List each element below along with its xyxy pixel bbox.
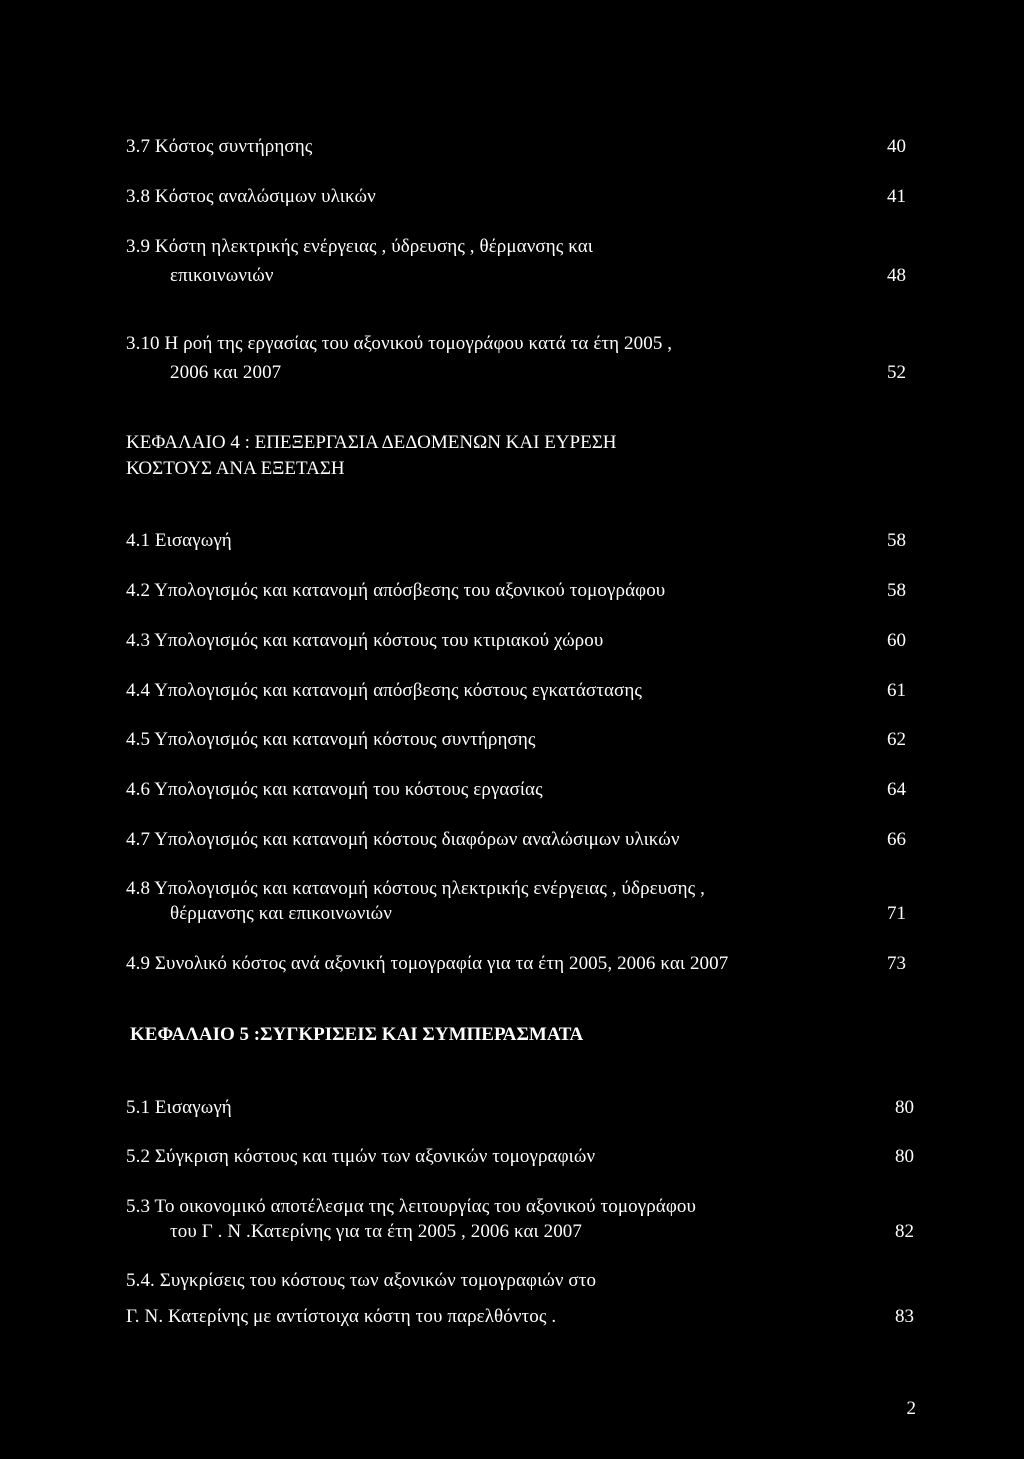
toc-entry-3-10: 3.10 Η ροή της εργασίας του αξονικού τομογράφου κατά τα έτη 2005 , [126, 333, 673, 354]
toc-page-number: 80 [895, 1097, 914, 1118]
toc-entry-4-8-cont: θέρμανσης και επικοινωνιών [170, 903, 392, 924]
toc-page-number: 41 [887, 186, 906, 207]
toc-page-number: 66 [887, 829, 906, 850]
toc-page-number: 83 [895, 1306, 914, 1327]
toc-page-number: 71 [887, 903, 906, 924]
chapter-5-heading: ΚΕΦΑΛΑΙΟ 5 :ΣΥΓΚΡΙΣΕΙΣ ΚΑΙ ΣΥΜΠΕΡΑΣΜΑΤΑ [130, 1024, 584, 1045]
toc-entry-3-9-cont: επικοινωνιών [170, 265, 274, 286]
chapter-4-heading: ΚΕΦΑΛΑΙΟ 4 : ΕΠΕΞΕΡΓΑΣΙΑ ΔΕΔΟΜΕΝΩΝ ΚΑΙ ΕΥΡΕΣΗ [126, 432, 617, 453]
toc-entry-5-4: 5.4. Συγκρίσεις του κόστους των αξονικών τομογραφιών στο [126, 1270, 597, 1291]
toc-entry-5-3-cont: του Γ . Ν .Κατερίνης για τα έτη 2005 , 2006 και 2007 [170, 1221, 583, 1242]
toc-page-number: 60 [887, 630, 906, 651]
toc-entry-4-4: 4.4 Υπολογισμός και κατανομή απόσβεσης κόστους εγκατάστασης [126, 680, 643, 701]
toc-entry-5-4-cont: Γ. Ν. Κατερίνης με αντίστοιχα κόστη του παρελθόντος . [126, 1306, 557, 1327]
toc-entry-4-9: 4.9 Συνολικό κόστος ανά αξονική τομογραφία για τα έτη 2005, 2006 και 2007 [126, 953, 729, 974]
toc-entry-3-7: 3.7 Κόστος συντήρησης [126, 136, 313, 157]
toc-entry-4-2: 4.2 Υπολογισμός και κατανομή απόσβεσης του αξονικού τομογράφου [126, 580, 666, 601]
toc-page-number: 62 [887, 729, 906, 750]
toc-entry-5-3: 5.3 Το οικονομικό αποτέλεσμα της λειτουργίας του αξονικού τομογράφου [126, 1196, 697, 1217]
toc-page-number: 73 [887, 953, 906, 974]
toc-page-number: 48 [887, 265, 906, 286]
toc-page-number: 52 [887, 362, 906, 383]
toc-page-number: 82 [895, 1221, 914, 1242]
toc-entry-3-8: 3.8 Κόστος αναλώσιμων υλικών [126, 186, 376, 207]
toc-entry-4-6: 4.6 Υπολογισμός και κατανομή του κόστους εργασίας [126, 779, 543, 800]
toc-entry-5-2: 5.2 Σύγκριση κόστους και τιμών των αξονικών τομογραφιών [126, 1146, 596, 1167]
toc-page-number: 58 [887, 530, 906, 551]
toc-page-number: 58 [887, 580, 906, 601]
toc-page-number: 40 [887, 136, 906, 157]
toc-page-number: 80 [895, 1146, 914, 1167]
page-number: 2 [906, 1398, 916, 1419]
toc-page-number: 61 [887, 680, 906, 701]
toc-entry-4-5: 4.5 Υπολογισμός και κατανομή κόστους συντήρησης [126, 729, 536, 750]
toc-entry-4-8: 4.8 Υπολογισμός και κατανομή κόστους ηλεκτρικής ενέργειας , ύδρευσης , [126, 878, 705, 899]
toc-entry-4-3: 4.3 Υπολογισμός και κατανομή κόστους του κτιριακού χώρου [126, 630, 604, 651]
toc-entry-5-1: 5.1 Εισαγωγή [126, 1097, 232, 1118]
toc-entry-4-1: 4.1 Εισαγωγή [126, 530, 232, 551]
toc-entry-3-9: 3.9 Κόστη ηλεκτρικής ενέργειας , ύδρευσης , θέρμανσης και [126, 236, 594, 257]
toc-entry-3-10-cont: 2006 και 2007 [170, 362, 282, 383]
toc-page-number: 64 [887, 779, 906, 800]
toc-entry-4-7: 4.7 Υπολογισμός και κατανομή κόστους διαφόρων αναλώσιμων υλικών [126, 829, 680, 850]
chapter-4-heading-cont: ΚΟΣΤΟΥΣ ΑΝΑ ΕΞΕΤΑΣΗ [126, 458, 345, 479]
